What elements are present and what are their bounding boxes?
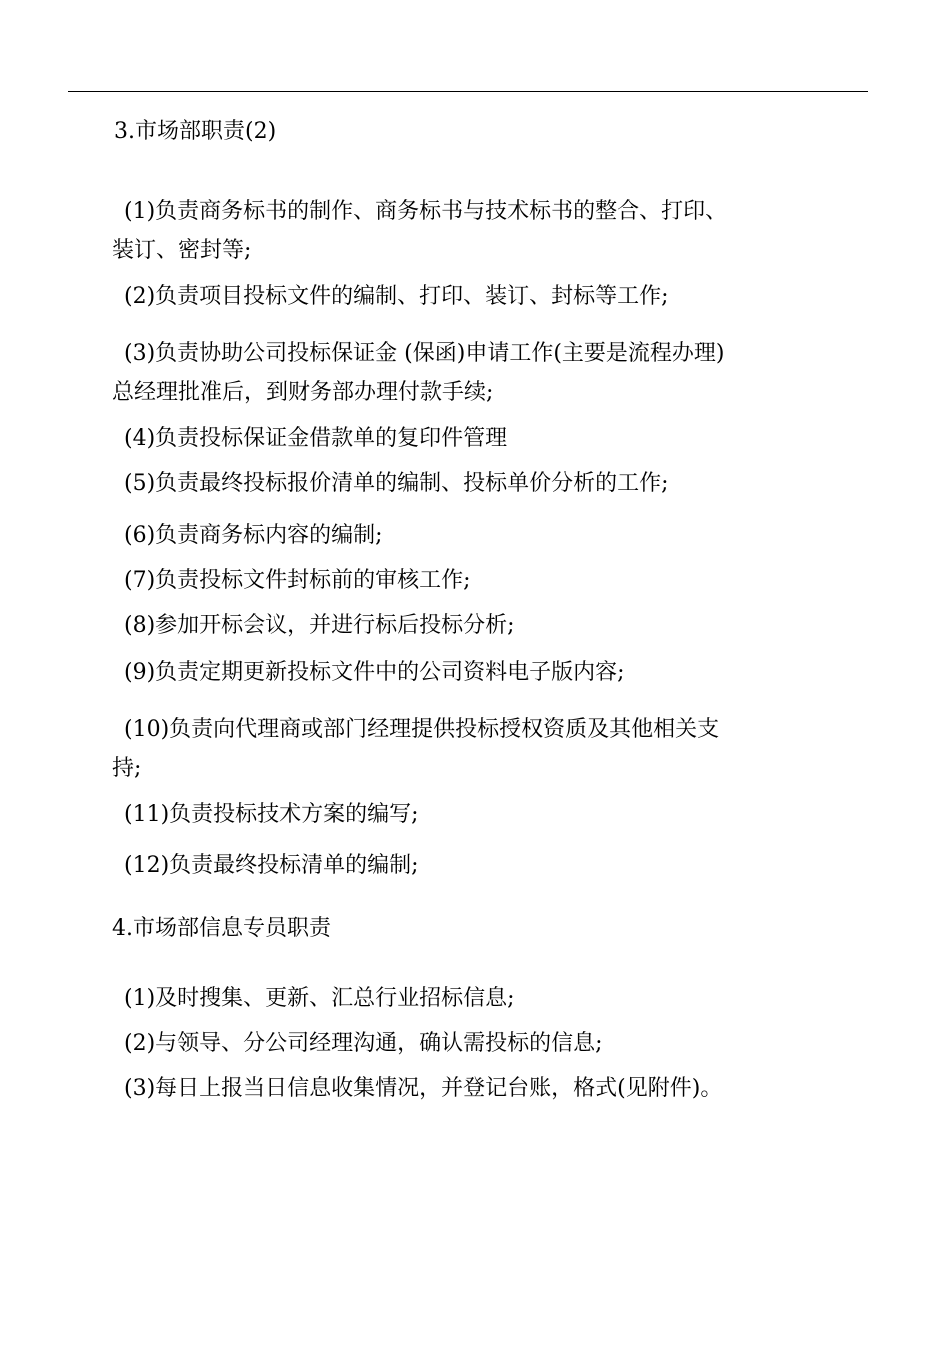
section-3-item-5: (5)负责最终投标报价清单的编制、投标单价分析的工作; xyxy=(124,471,669,496)
section-4-heading: 4.市场部信息专员职责 xyxy=(112,916,331,941)
section-4-item-1: (1)及时搜集、更新、汇总行业招标信息; xyxy=(124,986,515,1011)
section-3-item-12: (12)负责最终投标清单的编制; xyxy=(124,853,419,878)
section-4-item-3: (3)每日上报当日信息收集情况，并登记台账，格式(见附件)。 xyxy=(124,1076,723,1101)
section-3-item-4: (4)负责投标保证金借款单的复印件管理 xyxy=(124,426,508,451)
section-3-heading: 3.市场部职责(2) xyxy=(114,119,277,144)
section-3-item-3-line-1: (3)负责协助公司投标保证金 (保函)申请工作(主要是流程办理) xyxy=(124,341,725,366)
section-3-item-8: (8)参加开标会议，并进行标后投标分析; xyxy=(124,613,515,638)
section-4-item-2: (2)与领导、分公司经理沟通，确认需投标的信息; xyxy=(124,1031,603,1056)
section-3-item-7: (7)负责投标文件封标前的审核工作; xyxy=(124,568,471,593)
section-3-item-1-line-1: (1)负责商务标书的制作、商务标书与技术标书的整合、打印、 xyxy=(124,199,728,224)
section-3-item-1-line-2: 装订、密封等; xyxy=(112,238,252,263)
section-3-item-3-line-2: 总经理批准后，到财务部办理付款手续; xyxy=(112,380,494,405)
section-3-item-9: (9)负责定期更新投标文件中的公司资料电子版内容; xyxy=(124,660,625,685)
section-3-item-10-line-1: (10)负责向代理商或部门经理提供投标授权资质及其他相关支 xyxy=(124,717,720,742)
section-3-item-6: (6)负责商务标内容的编制; xyxy=(124,523,383,548)
section-3-item-2: (2)负责项目投标文件的编制、打印、装订、封标等工作; xyxy=(124,284,669,309)
header-rule xyxy=(68,91,868,92)
section-3-item-10-line-2: 持; xyxy=(112,756,142,781)
section-3-item-11: (11)负责投标技术方案的编写; xyxy=(124,802,419,827)
